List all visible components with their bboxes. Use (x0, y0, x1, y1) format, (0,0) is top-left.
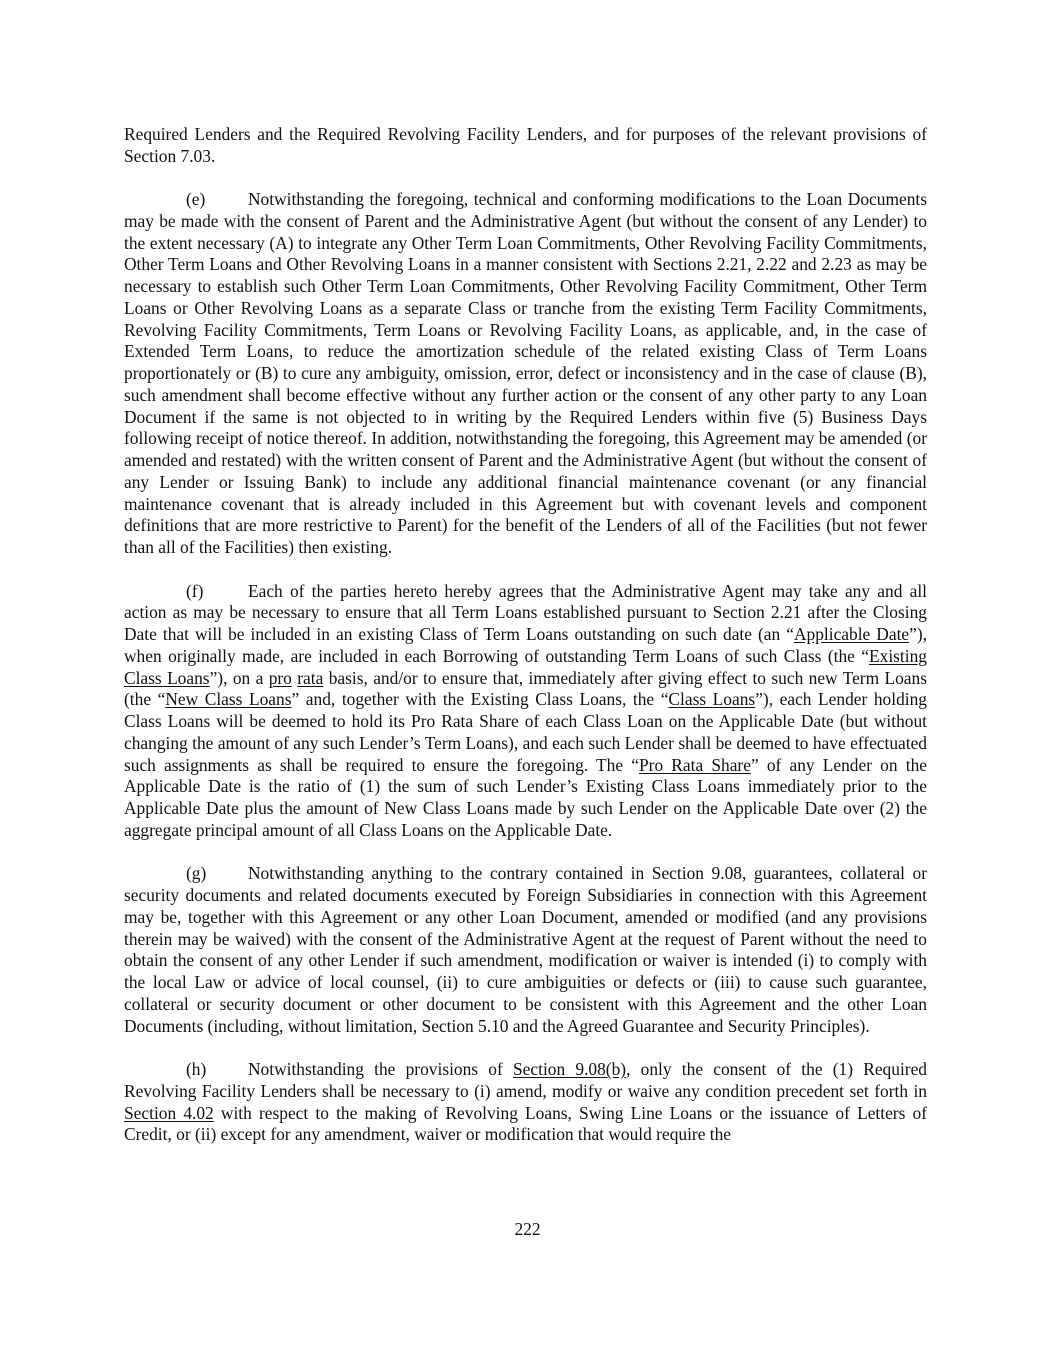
term-rata: rata (297, 667, 324, 688)
defined-term-applicable-date: Applicable Date (793, 624, 910, 645)
document-body (124, 124, 927, 1168)
defined-term-class-loans: Class Loans (668, 689, 756, 710)
reference-section-4-02: Section 4.02 (124, 1102, 214, 1123)
paragraph-g (124, 863, 927, 1037)
paragraph-f-label: (f) (186, 580, 204, 601)
paragraph-g-text: Notwithstanding anything to the contrary contained in Section 9.08, guarantees, collateral or security documents and related documents executed by Foreign Subsidiaries in connection with this Agreement may be, together with this Agreement or any other Loan Document, amended or modified (and any provisions therein may be waived) with the consent of the Administrative Agent at the request of Parent without the need to obtain the consent of any other Lender if such amendment, modification or waiver is intended (i) to comply with the local Law or advice of local counsel, (ii) to cure ambiguities or defects or (iii) to cause such guarantee, collateral or security document or other document to be consistent with this Agreement and the other Loan Documents (including, without limitation, Section 5.10 and the Agreed Guarantee and Security Principles). (124, 863, 927, 1036)
page-number: 222 (514, 1219, 541, 1239)
paragraph-h: (h) Notwithstanding the provisions of Section 9.08(b), only the consent of the (1) Required Revolving Facility Lenders shall be necessary to (i) amend, modify or waive any condition precedent set forth in Section 4.02 with respect to the making of Revolving Loans, Swing Line Loans or the issuance of Letters of Credit, or (ii) except for any amendment, waiver or modification that would require the (124, 1059, 927, 1145)
intro-paragraph: Required Lenders and the Required Revolving Facility Lenders, and for purposes of the relevant provisions of Section 7.03. (124, 124, 927, 166)
reference-section-9-08-b: Section 9.08(b) (513, 1059, 627, 1079)
paragraph-e (124, 189, 927, 559)
defined-term-new-class-loans: New Class Loans (165, 689, 292, 710)
defined-term-existing-class-loans: Existing Class Loans (124, 645, 927, 688)
paragraph-h-label: (h) (186, 1059, 207, 1079)
paragraph-g-label: (g) (186, 863, 207, 884)
paragraph-e-label: (e) (186, 189, 206, 210)
term-pro: pro (268, 667, 292, 688)
paragraph-e-text: Notwithstanding the foregoing, technical and conforming modifications to the Loan Documents may be made with the consent of Parent and the Administrative Agent (but without the consent of any Lender) to the extent necessary (A) to integrate any Other Term Loan Commitments, Other Revolving Facility Commitments, Other Term Loans and Other Revolving Loans in a manner consistent with Sections 2.21, 2.22 and 2.23 as may be necessary to establish such Other Term Loan Commitments, Other Revolving Facility Commitment, Other Term Loans or Other Revolving Loans as a separate Class or tranche from the existing Term Facility Commitments, Revolving Facility Commitments, Term Loans or Revolving Facility Loans, as applicable, and, in the case of Extended Term Loans, to reduce the amortization schedule of the related existing Class of Term Loans proportionately or (B) to cure any ambiguity, omission, error, defect or inconsistency and in the case of clause (B), such amendment shall become effective without any further action or the consent of any other party to any Loan Document if the same is not objected to in writing by the Required Lenders within five (5) Business Days following receipt of notice thereof. In addition, notwithstanding the foregoing, this Agreement may be amended (or amended and restated) with the written consent of Parent and the Administrative Agent (but without the consent of any Lender or Issuing Bank) to include any additional financial maintenance covenant (or any financial maintenance covenant that is already included in this Agreement but with covenant levels and component definitions that are more restrictive to Parent) for the benefit of the Lenders of all of the Facilities (but not fewer than all of the Facilities) then existing. (124, 189, 927, 558)
paragraph-f: (f) Each of the parties hereto hereby agrees that the Administrative Agent may take any and all action as may be necessary to ensure that all Term Loans established pursuant to Section 2.21 after the Closing Date that will be included in an existing Class of Term Loans outstanding on such date (an “Applicable Date”), when originally made, are included in each Borrowing of outstanding Term Loans of such Class (the “Existing Class Loans”), on a pro rata basis, and/or to ensure that, immediately after giving effect to such new Term Loans (the “New Class Loans” and, together with the Existing Class Loans, the “Class Loans”), each Lender holding Class Loans will be deemed to hold its Pro Rata Share of each Class Loan on the Applicable Date (but without changing the amount of any such Lender’s Term Loans), and each such Lender shall be deemed to have effectuated such assignments as shall be required to ensure the foregoing. The “Pro Rata Share” of any Lender on the Applicable Date is the ratio of (1) the sum of such Lender’s Existing Class Loans immediately prior to the Applicable Date plus the amount of New Class Loans made by such Lender on the Applicable Date over (2) the aggregate principal amount of all Class Loans on the Applicable Date. (124, 580, 927, 840)
defined-term-pro-rata-share: Pro Rata Share (638, 754, 751, 775)
